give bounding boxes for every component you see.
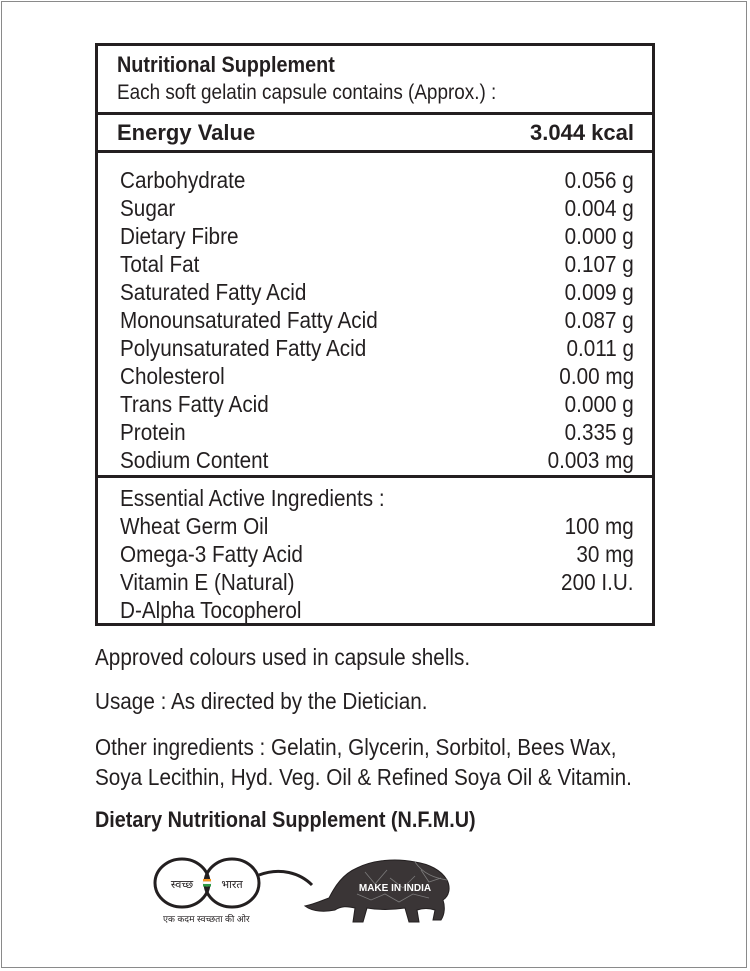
swachh-text: स्वच्छ: [170, 878, 194, 891]
nutrient-value: 0.056 g: [564, 166, 634, 193]
nutrition-panel: [95, 43, 655, 626]
make-in-india-lion-logo: [295, 848, 460, 928]
nutrient-name: Monounsaturated Fatty Acid: [120, 306, 378, 333]
nutrient-name: Saturated Fatty Acid: [120, 278, 307, 305]
approved-colours-note: Approved colours used in capsule shells.: [95, 644, 471, 670]
ingredient-value: 100 mg: [564, 512, 634, 539]
bharat-text: भारत: [221, 878, 243, 891]
other-ingredients-line-2: Soya Lecithin, Hyd. Veg. Oil & Refined Soya Oil & Vitamin.: [95, 764, 632, 790]
make-in-india-text: MAKE IN INDIA: [358, 883, 432, 894]
ingredient-name: Wheat Germ Oil: [120, 512, 269, 539]
energy-row: [98, 115, 652, 153]
ingredients-heading: Essential Active Ingredients :: [120, 485, 385, 511]
supplement-title: Nutritional Supplement: [117, 52, 335, 77]
panel-header: [98, 46, 652, 115]
nutrient-name: Sugar: [120, 194, 176, 221]
energy-value: 3.044 kcal: [530, 119, 634, 145]
nutrient-row: [120, 222, 634, 250]
ingredient-row: [120, 540, 634, 568]
nutrient-value: 0.003 mg: [547, 446, 634, 473]
ingredients-list: [98, 478, 652, 624]
ingredient-value: 200 I.U.: [561, 568, 634, 595]
nutrient-value: 0.009 g: [564, 278, 634, 305]
nutrient-row: [120, 278, 634, 306]
nutrient-name: Carbohydrate: [120, 166, 246, 193]
nutrient-row: [120, 306, 634, 334]
nutrient-value: 0.00 mg: [559, 362, 634, 389]
ingredient-name: D-Alpha Tocopherol: [120, 596, 302, 623]
nutrient-row: [120, 166, 634, 194]
ingredient-row: [120, 512, 634, 540]
nutrient-name: Trans Fatty Acid: [120, 390, 269, 417]
nutrient-name: Protein: [120, 418, 186, 445]
swachh-caption: एक कदम स्वच्छता की ओर: [163, 914, 250, 924]
nutrient-value: 0.087 g: [564, 306, 634, 333]
nutrient-row: [120, 194, 634, 222]
ingredient-value: 30 mg: [576, 540, 634, 567]
ingredient-name: Omega-3 Fatty Acid: [120, 540, 303, 567]
nutrient-row: [120, 446, 634, 474]
nutrients-list: [98, 153, 652, 478]
ingredient-row: [120, 596, 634, 624]
nutrient-row: [120, 250, 634, 278]
other-ingredients-line-1: Other ingredients : Gelatin, Glycerin, Sorbitol, Bees Wax,: [95, 734, 617, 760]
footer-title: Dietary Nutritional Supplement (N.F.M.U): [95, 807, 476, 832]
nutrient-value: 0.335 g: [564, 418, 634, 445]
nutrient-name: Total Fat: [120, 250, 200, 277]
nutrient-name: Polyunsaturated Fatty Acid: [120, 334, 367, 361]
nutrient-row: [120, 334, 634, 362]
flag-saffron-bar: [203, 879, 211, 882]
ingredient-row: [120, 568, 634, 596]
nutrient-value: 0.000 g: [564, 390, 634, 417]
supplement-subtitle: Each soft gelatin capsule contains (Approx.) :: [117, 81, 497, 104]
nutrient-value: 0.004 g: [564, 194, 634, 221]
energy-label: Energy Value: [117, 119, 256, 145]
ingredient-name: Vitamin E (Natural): [120, 568, 295, 595]
nutrient-value: 0.107 g: [564, 250, 634, 277]
nutrient-name: Cholesterol: [120, 362, 225, 389]
usage-note: Usage : As directed by the Dietician.: [95, 688, 428, 714]
nutrient-row: [120, 362, 634, 390]
nutrient-row: [120, 418, 634, 446]
nutrient-value: 0.000 g: [564, 222, 634, 249]
nutrient-row: [120, 390, 634, 418]
nutrient-value: 0.011 g: [566, 334, 634, 361]
nutrient-name: Dietary Fibre: [120, 222, 239, 249]
nutrient-name: Sodium Content: [120, 446, 269, 473]
flag-green-bar: [203, 884, 211, 887]
